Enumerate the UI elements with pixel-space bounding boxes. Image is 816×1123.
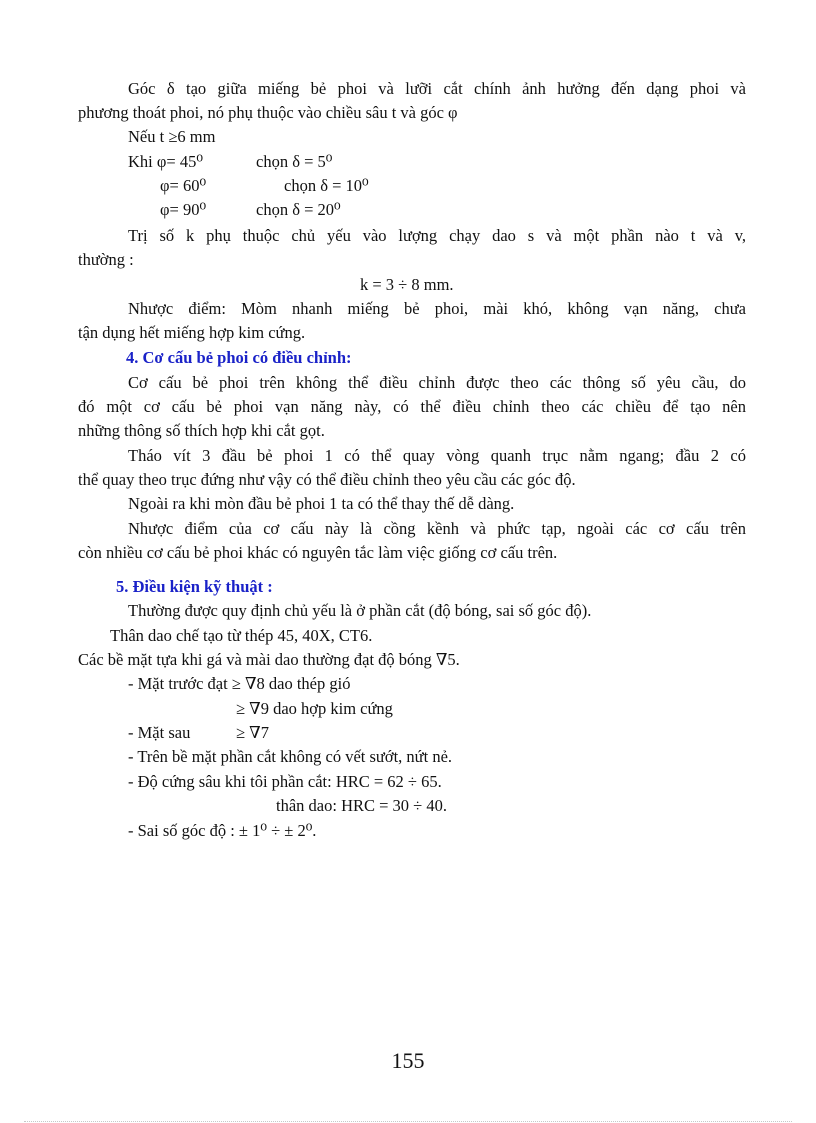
paragraph-line: Tháo vít 3 đầu bẻ phoi 1 có thể quay vòng quanh trục nằm ngang; đầu 2 có [128,446,746,465]
paragraph-line: thể quay theo trục đứng như vậy có thể điều chỉnh theo yêu cầu các góc độ. [78,470,576,489]
angle-choice: chọn δ = 5⁰ [256,152,333,171]
paragraph-line: những thông số thích hợp khi cắt gọt. [78,421,325,440]
section-heading: 4. Cơ cấu bẻ phoi có điều chỉnh: [126,348,352,367]
angle-case: φ= 90⁰ [160,200,207,219]
paragraph-line: thường : [78,250,134,269]
page-border [24,1121,792,1122]
condition-line: Nếu t ≥6 mm [128,127,216,146]
list-item: - Trên bề mặt phần cắt không có vết sướt, nứt nẻ. [128,747,453,766]
paragraph-line: Thường được quy định chủ yếu là ở phần cắt (độ bóng, sai số góc độ). [128,601,592,620]
paragraph-line: đó một cơ cấu bẻ phoi vạn năng này, có thể điều chỉnh theo các chiều để tạo nên [78,397,746,416]
list-item: - Mặt sau [128,723,191,742]
list-item: - Sai số góc độ : ± 1⁰ ÷ ± 2⁰. [128,821,317,840]
list-item-continuation: ≥ ∇9 dao hợp kim cứng [236,699,393,718]
paragraph-line: Nhược điểm: Mòm nhanh miếng bẻ phoi, mài khó, không vạn năng, chưa [128,299,746,318]
list-item: - Mặt trước đạt ≥ ∇8 dao thép gió [128,674,351,693]
paragraph-line: Góc δ tạo giữa miếng bẻ phoi và lưỡi cắt chính ảnh hưởng đến dạng phoi và [128,79,746,98]
paragraph-line: Ngoài ra khi mòn đầu bẻ phoi 1 ta có thể thay thế dễ dàng. [128,494,515,513]
page-number: 155 [391,1048,425,1073]
paragraph-line: Thân dao chế tạo từ thép 45, 40X, CT6. [110,626,373,645]
paragraph-line: tận dụng hết miếng hợp kim cứng. [78,323,306,342]
formula-line: k = 3 ÷ 8 mm. [360,275,454,294]
paragraph-line: phương thoát phoi, nó phụ thuộc vào chiều sâu t và góc φ [78,103,458,122]
paragraph-line: Trị số k phụ thuộc chủ yếu vào lượng chạy dao s và một phần nào t và v, [128,226,746,245]
angle-case: φ= 60⁰ [160,176,207,195]
angle-choice: chọn δ = 10⁰ [284,176,369,195]
paragraph-line: còn nhiều cơ cấu bẻ phoi khác có nguyên tắc làm việc giống cơ cấu trên. [78,543,558,562]
list-item: - Độ cứng sâu khi tôi phần cắt: HRC = 62 ÷ 65. [128,772,442,791]
paragraph-line: Nhược điểm của cơ cấu này là cồng kềnh và phức tạp, ngoài các cơ cấu trên [128,519,746,538]
paragraph-line: Cơ cấu bẻ phoi trên không thể điều chỉnh được theo các thông số yêu cầu, do [128,373,746,392]
list-item-continuation: thân dao: HRC = 30 ÷ 40. [276,796,447,815]
paragraph-line: Các bề mặt tựa khi gá và mài dao thường đạt độ bóng ∇5. [78,650,460,669]
list-item-value: ≥ ∇7 [236,723,269,742]
section-heading: 5. Điều kiện kỹ thuật : [116,577,273,596]
angle-choice: chọn δ = 20⁰ [256,200,341,219]
angle-case: Khi φ= 45⁰ [128,152,203,171]
